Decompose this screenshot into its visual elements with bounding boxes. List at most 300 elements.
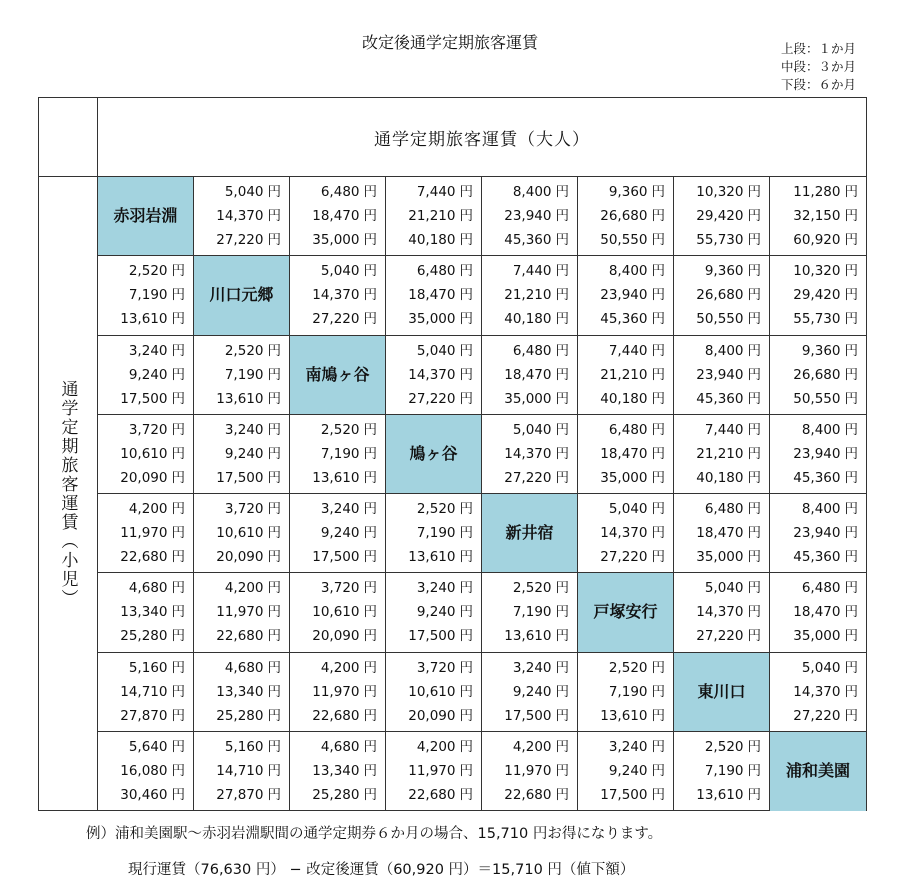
fare-value <box>321 418 377 442</box>
fare-value <box>216 387 281 411</box>
fare-amount: 3,240 <box>608 739 648 756</box>
period-legend <box>781 40 856 94</box>
fare-amount: 16,080 <box>120 763 168 780</box>
yen-unit: 円 <box>747 263 761 280</box>
fare-amount: 13,610 <box>216 390 264 407</box>
fare-value <box>216 228 281 252</box>
fare-value <box>802 576 858 600</box>
fare-amount: 23,940 <box>504 208 552 225</box>
fare-cell <box>578 177 674 256</box>
yen-unit: 円 <box>747 366 761 383</box>
yen-unit: 円 <box>555 469 569 486</box>
yen-unit: 円 <box>459 501 473 518</box>
yen-unit: 円 <box>363 763 377 780</box>
yen-unit: 円 <box>267 184 281 201</box>
fare-value <box>793 600 858 624</box>
fare-value <box>408 783 473 807</box>
fare-value <box>216 466 281 490</box>
yen-unit: 円 <box>171 390 185 407</box>
fare-amount: 22,680 <box>504 787 552 804</box>
station-cell: 赤羽岩淵 <box>98 177 194 256</box>
station-cell: 川口元郷 <box>194 256 290 335</box>
fare-value <box>793 228 858 252</box>
fare-amount: 3,240 <box>416 580 456 597</box>
station-cell: 新井宿 <box>482 494 578 573</box>
yen-unit: 円 <box>171 445 185 462</box>
yen-unit: 円 <box>171 287 185 304</box>
fare-amount: 2,520 <box>128 263 168 280</box>
fare-amount: 45,360 <box>600 311 648 328</box>
fare-value <box>408 680 473 704</box>
fare-amount: 2,520 <box>416 501 456 518</box>
fare-value <box>216 759 281 783</box>
fare-value <box>696 545 761 569</box>
fare-value <box>513 735 569 759</box>
fare-value <box>408 283 473 307</box>
fare-cell <box>482 256 578 335</box>
fare-value <box>705 259 761 283</box>
fare-value <box>696 228 761 252</box>
fare-cell <box>290 573 386 652</box>
yen-unit: 円 <box>363 421 377 438</box>
yen-unit: 円 <box>747 311 761 328</box>
fare-amount: 14,710 <box>216 763 264 780</box>
fare-amount: 4,200 <box>320 659 360 676</box>
fare-amount: 35,000 <box>793 628 841 645</box>
yen-unit: 円 <box>267 763 281 780</box>
fare-value <box>793 259 858 283</box>
fare-cell <box>98 573 194 652</box>
yen-unit: 円 <box>267 342 281 359</box>
fare-value <box>129 283 185 307</box>
fare-amount: 45,360 <box>793 469 841 486</box>
fare-value <box>321 442 377 466</box>
adult-fare-header: 通学定期旅客運賃（大人） <box>374 129 590 150</box>
yen-unit: 円 <box>171 659 185 676</box>
fare-cell <box>578 256 674 335</box>
yen-unit: 円 <box>363 628 377 645</box>
fare-amount: 14,370 <box>216 208 264 225</box>
fare-amount: 5,160 <box>224 739 264 756</box>
fare-amount: 35,000 <box>408 311 456 328</box>
fare-cell <box>386 494 482 573</box>
fare-value <box>696 466 761 490</box>
fare-cell <box>578 415 674 494</box>
fare-value <box>504 228 569 252</box>
fare-cell <box>770 415 866 494</box>
fare-value <box>793 387 858 411</box>
fare-amount: 23,940 <box>793 525 841 542</box>
fare-amount: 4,200 <box>512 739 552 756</box>
fare-amount: 60,920 <box>793 232 841 249</box>
fare-value <box>312 307 377 331</box>
fare-value <box>609 259 665 283</box>
fare-cell <box>770 177 866 256</box>
yen-unit: 円 <box>171 421 185 438</box>
fare-amount: 50,550 <box>600 232 648 249</box>
fare-cell <box>770 336 866 415</box>
fare-value <box>216 624 281 648</box>
yen-unit: 円 <box>747 232 761 249</box>
yen-unit: 円 <box>844 525 858 542</box>
yen-unit: 円 <box>363 787 377 804</box>
fare-cell <box>290 732 386 811</box>
yen-unit: 円 <box>844 549 858 566</box>
yen-unit: 円 <box>651 549 665 566</box>
fare-amount: 25,280 <box>312 787 360 804</box>
fare-value <box>120 783 185 807</box>
fare-amount: 14,370 <box>504 445 552 462</box>
yen-unit: 円 <box>459 390 473 407</box>
fare-value <box>129 259 185 283</box>
fare-amount: 30,460 <box>120 787 168 804</box>
fare-amount: 35,000 <box>696 549 744 566</box>
fare-amount: 11,280 <box>793 184 841 201</box>
fare-value <box>129 339 185 363</box>
fare-amount: 18,470 <box>793 604 841 621</box>
fare-cell <box>674 177 770 256</box>
yen-unit: 円 <box>363 501 377 518</box>
fare-value <box>321 180 377 204</box>
fare-amount: 3,720 <box>320 580 360 597</box>
fare-amount: 13,610 <box>600 707 648 724</box>
fare-cell <box>194 177 290 256</box>
fare-amount: 7,190 <box>128 287 168 304</box>
fare-value <box>600 704 665 728</box>
fare-value <box>216 680 281 704</box>
yen-unit: 円 <box>844 501 858 518</box>
fare-amount: 5,040 <box>512 421 552 438</box>
yen-unit: 円 <box>555 263 569 280</box>
fare-amount: 11,970 <box>312 683 360 700</box>
fare-value <box>793 442 858 466</box>
fare-amount: 27,870 <box>216 787 264 804</box>
fare-value <box>600 283 665 307</box>
fare-amount: 27,870 <box>120 707 168 724</box>
yen-unit: 円 <box>747 501 761 518</box>
yen-unit: 円 <box>844 628 858 645</box>
fare-value <box>504 204 569 228</box>
yen-unit: 円 <box>171 469 185 486</box>
yen-unit: 円 <box>267 390 281 407</box>
station-cell: 南鳩ヶ谷 <box>290 336 386 415</box>
fare-value <box>408 363 473 387</box>
yen-unit: 円 <box>363 311 377 328</box>
yen-unit: 円 <box>651 739 665 756</box>
fare-amount: 25,280 <box>120 628 168 645</box>
fare-amount: 8,400 <box>801 501 841 518</box>
fare-value <box>705 339 761 363</box>
yen-unit: 円 <box>171 311 185 328</box>
yen-unit: 円 <box>555 366 569 383</box>
yen-unit: 円 <box>651 659 665 676</box>
fare-amount: 26,680 <box>600 208 648 225</box>
fare-cell <box>194 494 290 573</box>
yen-unit: 円 <box>267 208 281 225</box>
fare-amount: 9,360 <box>801 342 841 359</box>
yen-unit: 円 <box>555 604 569 621</box>
yen-unit: 円 <box>844 366 858 383</box>
yen-unit: 円 <box>363 683 377 700</box>
fare-value <box>120 442 185 466</box>
yen-unit: 円 <box>171 580 185 597</box>
fare-value <box>120 600 185 624</box>
yen-unit: 円 <box>459 580 473 597</box>
fare-amount: 6,480 <box>704 501 744 518</box>
fare-amount: 50,550 <box>696 311 744 328</box>
fare-value <box>705 735 761 759</box>
yen-unit: 円 <box>844 390 858 407</box>
fare-value <box>696 387 761 411</box>
yen-unit: 円 <box>459 342 473 359</box>
yen-unit: 円 <box>171 501 185 518</box>
fare-amount: 26,680 <box>696 287 744 304</box>
fare-amount: 17,500 <box>216 469 264 486</box>
fare-amount: 5,160 <box>128 659 168 676</box>
fare-value <box>408 759 473 783</box>
fare-amount: 10,610 <box>216 525 264 542</box>
yen-unit: 円 <box>651 342 665 359</box>
fare-value <box>408 204 473 228</box>
yen-unit: 円 <box>555 390 569 407</box>
yen-unit: 円 <box>459 232 473 249</box>
fare-value <box>321 259 377 283</box>
fare-cell <box>290 256 386 335</box>
fare-cell <box>578 494 674 573</box>
fare-amount: 9,360 <box>608 184 648 201</box>
yen-unit: 円 <box>267 366 281 383</box>
station-cell: 浦和美園 <box>770 732 866 811</box>
yen-unit: 円 <box>651 287 665 304</box>
fare-value <box>802 418 858 442</box>
yen-unit: 円 <box>747 390 761 407</box>
fare-value <box>312 783 377 807</box>
yen-unit: 円 <box>747 184 761 201</box>
yen-unit: 円 <box>747 421 761 438</box>
yen-unit: 円 <box>747 580 761 597</box>
yen-unit: 円 <box>171 525 185 542</box>
fare-value <box>793 680 858 704</box>
yen-unit: 円 <box>171 739 185 756</box>
yen-unit: 円 <box>459 208 473 225</box>
fare-amount: 9,240 <box>608 763 648 780</box>
fare-amount: 4,200 <box>416 739 456 756</box>
fare-amount: 27,220 <box>504 469 552 486</box>
yen-unit: 円 <box>555 739 569 756</box>
fare-value <box>513 418 569 442</box>
yen-unit: 円 <box>747 208 761 225</box>
fare-value <box>408 704 473 728</box>
fare-value <box>513 680 569 704</box>
yen-unit: 円 <box>747 525 761 542</box>
fare-value <box>600 204 665 228</box>
fare-value <box>216 704 281 728</box>
fare-cell <box>290 653 386 732</box>
fare-amount: 10,320 <box>696 184 744 201</box>
yen-unit: 円 <box>747 763 761 780</box>
fare-value <box>216 783 281 807</box>
fare-cell <box>290 177 386 256</box>
fare-value <box>120 704 185 728</box>
yen-unit: 円 <box>555 232 569 249</box>
fare-amount: 27,220 <box>216 232 264 249</box>
yen-unit: 円 <box>363 263 377 280</box>
fare-amount: 17,500 <box>312 549 360 566</box>
fare-amount: 11,970 <box>504 763 552 780</box>
fare-value <box>696 283 761 307</box>
fare-value <box>216 545 281 569</box>
child-fare-header-text: 通学定期旅客運賃（小児） <box>57 380 78 608</box>
fare-amount: 9,240 <box>224 445 264 462</box>
yen-unit: 円 <box>459 525 473 542</box>
legend-1-month: 上段：１か月 <box>780 41 856 56</box>
yen-unit: 円 <box>844 659 858 676</box>
fare-value <box>609 759 665 783</box>
yen-unit: 円 <box>171 683 185 700</box>
example-note: 例）浦和美園駅～赤羽岩淵駅間の通学定期券６か月の場合、15,710 円お得になります。 <box>86 826 663 842</box>
yen-unit: 円 <box>844 287 858 304</box>
fare-value <box>129 735 185 759</box>
fare-value <box>609 180 665 204</box>
yen-unit: 円 <box>267 707 281 724</box>
station-cell: 戸塚安行 <box>578 573 674 652</box>
fare-amount: 32,150 <box>793 208 841 225</box>
yen-unit: 円 <box>651 208 665 225</box>
fare-amount: 5,040 <box>416 342 456 359</box>
fare-value <box>120 466 185 490</box>
fare-cell <box>770 256 866 335</box>
fare-value <box>120 307 185 331</box>
fare-value <box>793 466 858 490</box>
fare-amount: 6,480 <box>512 342 552 359</box>
fare-value <box>408 307 473 331</box>
yen-unit: 円 <box>363 659 377 676</box>
yen-unit: 円 <box>844 232 858 249</box>
fare-value <box>417 180 473 204</box>
fare-amount: 5,040 <box>801 659 841 676</box>
fare-value <box>312 600 377 624</box>
fare-value <box>802 656 858 680</box>
fare-amount: 7,440 <box>416 184 456 201</box>
yen-unit: 円 <box>459 287 473 304</box>
fare-value <box>793 283 858 307</box>
fare-value <box>609 418 665 442</box>
yen-unit: 円 <box>267 739 281 756</box>
fare-value <box>120 680 185 704</box>
yen-unit: 円 <box>651 683 665 700</box>
fare-value <box>417 735 473 759</box>
fare-amount: 5,040 <box>320 263 360 280</box>
fare-value <box>312 466 377 490</box>
fare-cell <box>386 336 482 415</box>
fare-amount: 13,340 <box>120 604 168 621</box>
fare-value <box>600 466 665 490</box>
yen-unit: 円 <box>555 184 569 201</box>
fare-cell <box>194 415 290 494</box>
fare-amount: 4,680 <box>224 659 264 676</box>
yen-unit: 円 <box>651 501 665 518</box>
fare-amount: 22,680 <box>120 549 168 566</box>
yen-unit: 円 <box>459 683 473 700</box>
fare-amount: 23,940 <box>600 287 648 304</box>
fare-value <box>408 545 473 569</box>
fare-value <box>600 783 665 807</box>
fare-cell <box>482 177 578 256</box>
yen-unit: 円 <box>171 604 185 621</box>
fare-cell <box>482 336 578 415</box>
fare-amount: 21,210 <box>504 287 552 304</box>
yen-unit: 円 <box>267 683 281 700</box>
fare-value <box>225 576 281 600</box>
fare-value <box>600 307 665 331</box>
yen-unit: 円 <box>363 739 377 756</box>
fare-value <box>513 656 569 680</box>
fare-value <box>600 442 665 466</box>
yen-unit: 円 <box>555 763 569 780</box>
fare-cell <box>98 256 194 335</box>
fare-amount: 8,400 <box>801 421 841 438</box>
fare-value <box>513 600 569 624</box>
fare-amount: 14,370 <box>696 604 744 621</box>
yen-unit: 円 <box>555 445 569 462</box>
fare-value <box>696 783 761 807</box>
fare-amount: 29,420 <box>696 208 744 225</box>
fare-value <box>216 600 281 624</box>
fare-cell <box>482 732 578 811</box>
fare-value <box>225 339 281 363</box>
yen-unit: 円 <box>844 604 858 621</box>
fare-amount: 9,240 <box>512 683 552 700</box>
fare-amount: 9,240 <box>416 604 456 621</box>
yen-unit: 円 <box>844 445 858 462</box>
yen-unit: 円 <box>555 287 569 304</box>
fare-value <box>321 497 377 521</box>
fare-amount: 5,040 <box>704 580 744 597</box>
yen-unit: 円 <box>844 311 858 328</box>
fare-value <box>312 624 377 648</box>
yen-unit: 円 <box>459 549 473 566</box>
fare-amount: 35,000 <box>504 390 552 407</box>
fare-amount: 13,610 <box>504 628 552 645</box>
yen-unit: 円 <box>363 525 377 542</box>
fare-amount: 17,500 <box>120 390 168 407</box>
fare-amount: 45,360 <box>793 549 841 566</box>
yen-unit: 円 <box>747 628 761 645</box>
fare-amount: 18,470 <box>312 208 360 225</box>
yen-unit: 円 <box>171 263 185 280</box>
yen-unit: 円 <box>651 390 665 407</box>
fare-value <box>120 759 185 783</box>
fare-amount: 35,000 <box>312 232 360 249</box>
fare-amount: 21,210 <box>600 366 648 383</box>
yen-unit: 円 <box>363 707 377 724</box>
yen-unit: 円 <box>651 445 665 462</box>
station-cell: 東川口 <box>674 653 770 732</box>
yen-unit: 円 <box>747 342 761 359</box>
fare-amount: 27,220 <box>408 390 456 407</box>
fare-amount: 8,400 <box>704 342 744 359</box>
fare-value <box>312 228 377 252</box>
yen-unit: 円 <box>363 208 377 225</box>
fare-amount: 10,610 <box>120 445 168 462</box>
fare-amount: 4,200 <box>224 580 264 597</box>
fare-cell <box>386 732 482 811</box>
fare-value <box>696 363 761 387</box>
fare-amount: 18,470 <box>600 445 648 462</box>
station-cell: 鳩ヶ谷 <box>386 415 482 494</box>
legend-6-month: 下段：６か月 <box>780 77 856 92</box>
fare-amount: 7,440 <box>608 342 648 359</box>
